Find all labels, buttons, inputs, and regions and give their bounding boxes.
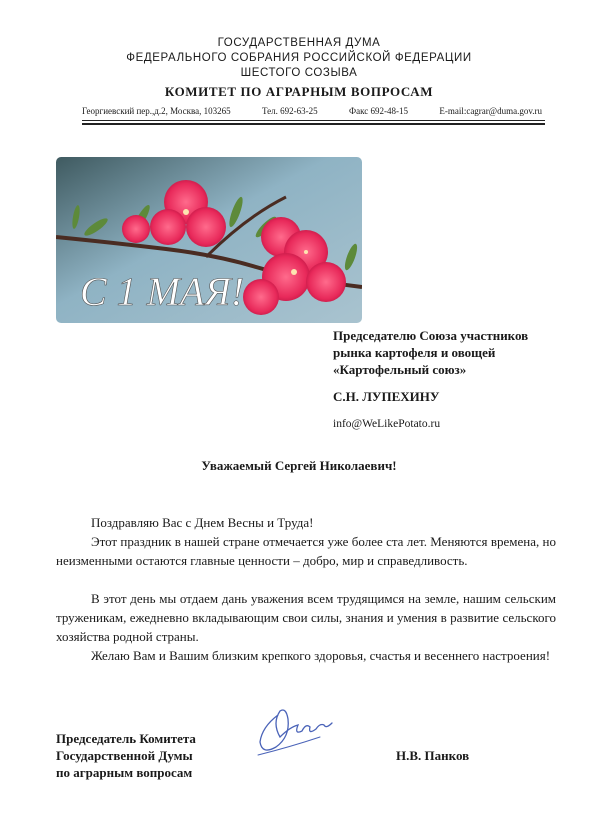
signatory-title-1: Председатель Комитета (56, 731, 196, 746)
body-paragraph-1: Поздравляю Вас с Днем Весны и Труда! (91, 515, 314, 530)
signatory-name: Н.В. Панков (396, 748, 470, 763)
committee-title: КОМИТЕТ ПО АГРАРНЫМ ВОПРОСАМ (164, 84, 434, 99)
letterhead-line-1: ГОСУДАРСТВЕННАЯ ДУМА (217, 37, 381, 49)
phone-text: Тел. 692-63-25 (261, 106, 318, 116)
blossom-branch-illustration (56, 157, 362, 323)
addressee-email: info@WeLikePotato.ru (333, 418, 441, 430)
signatory-title-2: Государственной Думы (56, 748, 193, 763)
divider-thin (82, 120, 545, 121)
body-paragraph-3: В этот день мы отдаем дань уважения всем трудящимся на земле, нашим сельским труженикам, ежедневно вкладывающим свои силы, знания и умения в развитие сельского хозяйства родной страны. (56, 591, 556, 644)
contact-line (82, 106, 542, 116)
handwritten-signature (250, 697, 340, 762)
card-caption: С 1 МАЯ! (80, 269, 245, 314)
addressee-line-2: рынка картофеля и овощей (333, 345, 496, 360)
addressee-line-3: «Картофельный союз» (333, 362, 467, 377)
body-paragraph-2: Этот праздник в нашей стране отмечается уже более ста лет. Меняются времена, но неизменными остаются главные ценности – добро, мир и справедливость. (56, 534, 556, 568)
body-paragraph-4: Желаю Вам и Вашим близким крепкого здоровья, счастья и весеннего настроения! (91, 648, 551, 663)
addressee-name: С.Н. ЛУПЕХИНУ (333, 389, 440, 404)
letterhead-line-2: ФЕДЕРАЛЬНОГО СОБРАНИЯ РОССИЙСКОЙ ФЕДЕРАЦИИ (126, 52, 472, 64)
divider-thick (82, 123, 545, 125)
address-text: Георгиевский пер.,д.2, Москва, 103265 (82, 106, 231, 116)
signatory-title-3: по аграрным вопросам (56, 765, 193, 780)
fax-text: Факс 692-48-15 (348, 106, 408, 116)
letterhead-line-3: ШЕСТОГО СОЗЫВА (240, 67, 358, 79)
addressee-line-1: Председателю Союза участников (333, 328, 529, 343)
greeting-card-image (56, 157, 362, 323)
email-text: E-mail:cagrar@duma.gov.ru (439, 106, 542, 116)
salutation: Уважаемый Сергей Николаевич! (201, 458, 397, 473)
